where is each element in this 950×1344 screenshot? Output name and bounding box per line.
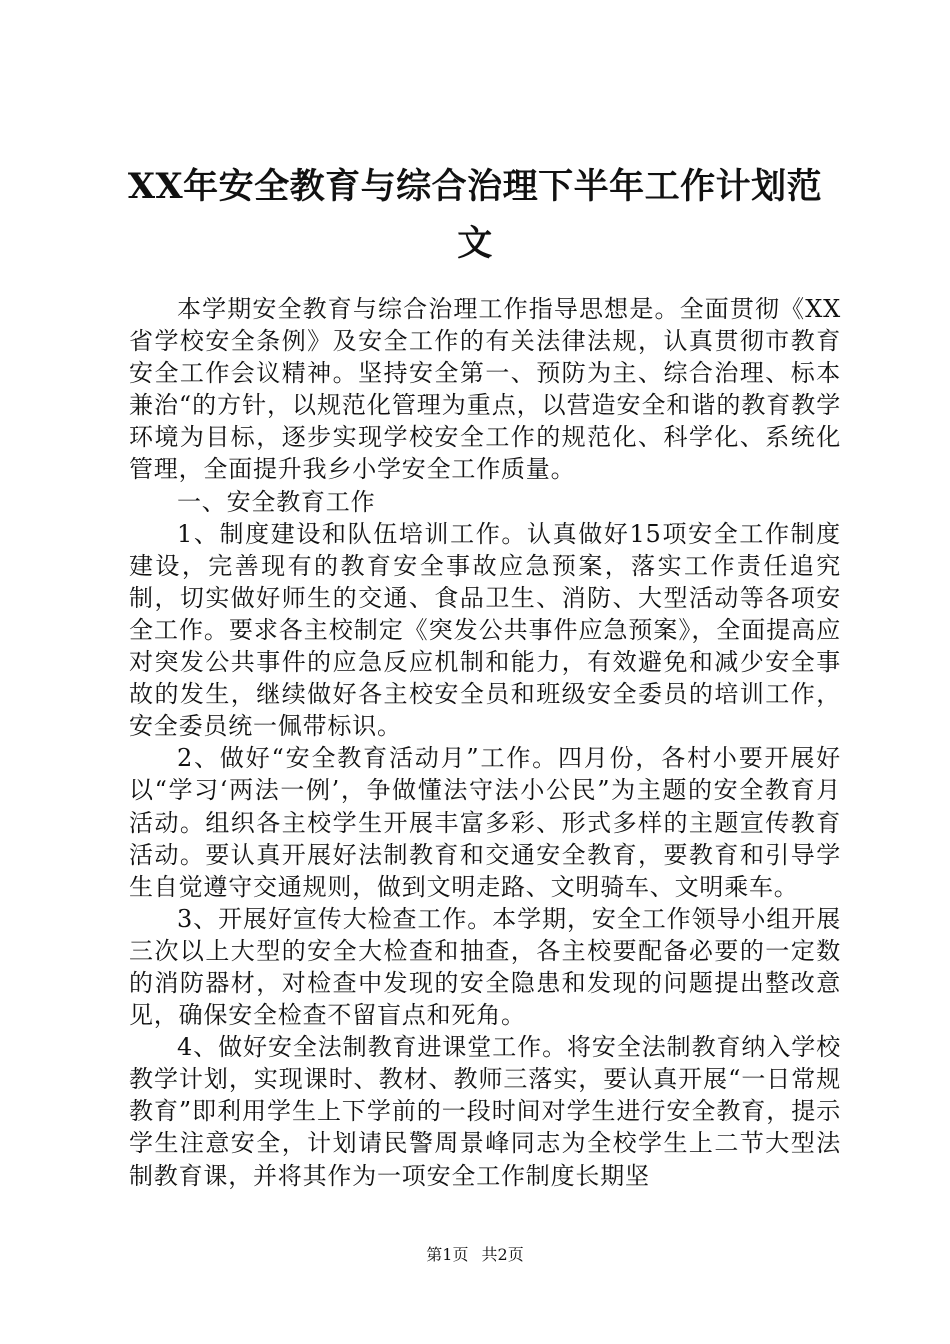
intro-paragraph: 本学期安全教育与综合治理工作指导思想是。全面贯彻《XX省学校安全条例》及安全工作的有关法律法规，认真贯彻市教育安全工作会议精神。坚持安全第一、预防为主、综合治理、标本兼治“的方针，以规范化管理为重点，以营造安全和谐的教育教学环境为目标，逐步实现学校安全工作的规范化、科学化、系统化管理，全面提升我乡小学安全工作质量。: [129, 295, 841, 484]
item-paragraph-4: 4、做好安全法制教育进课堂工作。将安全法制教育纳入学校教学计划，实现课时、教材、教师三落实，要认真开展“一日常规教育”即利用学生上下学前的一段时间对学生进行安全教育，提示学生注意安全，计划请民警周景峰同志为全校学生上二节大型法制教育课，并将其作为一项安全工作制度长期坚: [129, 1033, 841, 1190]
document-title: [120, 158, 830, 272]
item-paragraph-3: 3、开展好宣传大检查工作。本学期，安全工作领导小组开展三次以上大型的安全大检查和抽查，各主校要配备必要的一定数的消防器材，对检查中发现的安全隐患和发现的问题提出整改意见，确保安全检查不留盲点和死角。: [129, 904, 841, 1030]
document-body: [129, 293, 841, 1192]
item-paragraph-1: 1、制度建设和队伍培训工作。认真做好15项安全工作制度建设，完善现有的教育安全事故应急预案，落实工作责任追究制，切实做好师生的交通、食品卫生、消防、大型活动等各项安全工作。要求各主校制定《突发公共事件应急预案》，全面提高应对突发公共事件的应急反应机制和能力，有效避免和减少安全事故的发生，继续做好各主校安全员和班级安全委员的培训工作，安全委员统一佩带标识。: [129, 519, 841, 741]
section-heading: 一、安全教育工作: [177, 487, 376, 516]
title-line-1: XX年安全教育与综合治理下半年工作计划范: [127, 166, 823, 207]
item-paragraph-2: 2、做好“安全教育活动月”工作。四月份，各村小要开展好以“学习‘两法一例’，争做懂法守法小公民”为主题的安全教育月活动。组织各主校学生开展丰富多彩、形式多样的主题宣传教育活动。要认真开展好法制教育和交通安全教育，要教育和引导学生自觉遵守交通规则，做到文明走路、文明骑车、文明乘车。: [129, 744, 841, 901]
page-total: 共2页: [481, 1245, 524, 1264]
page-footer: [0, 1245, 950, 1265]
title-line-2: 文: [457, 223, 493, 264]
page-number: 第1页: [426, 1245, 469, 1264]
